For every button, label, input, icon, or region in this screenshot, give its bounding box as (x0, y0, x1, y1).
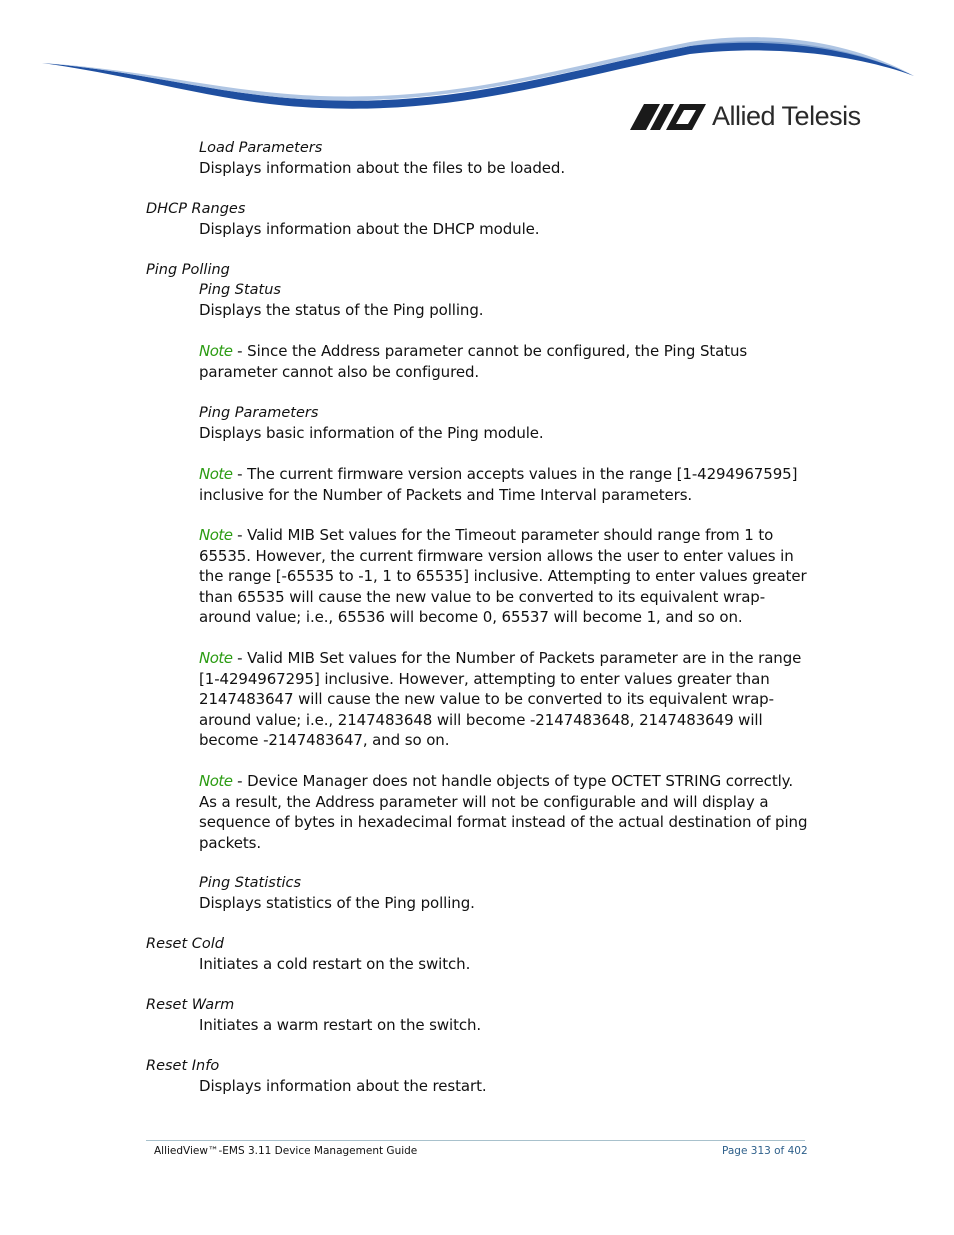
section-description: Displays information about the DHCP module. (199, 220, 540, 238)
section-heading: Ping Parameters (199, 405, 319, 421)
logo-mark-icon (630, 104, 706, 130)
note-label: Note (199, 465, 233, 483)
brand-name: Allied Telesis (712, 101, 861, 131)
note-label: Note (199, 772, 233, 790)
footer-page-number: Page 313 of 402 (722, 1145, 808, 1157)
section-heading: Ping Statistics (199, 875, 302, 891)
section-description: Displays information about the files to be loaded. (199, 159, 565, 177)
note-paragraph (199, 341, 811, 382)
note-text: - Device Manager does not handle objects of type OCTET STRING correctly. As a result, the Address parameter will not be configurable and will display a sequence of bytes in hexadecimal format instead of the actual destination of ping packets. (199, 772, 808, 852)
note-paragraph (199, 648, 811, 751)
note-text: - Valid MIB Set values for the Timeout parameter should range from 1 to 65535. However, the current firmware version allows the user to enter values in the range [-65535 to -1, 1 to 65535] inclusive. Attempting to enter values greater than 65535 will cause the new value to be converted to its equivalent wrap-around value; i.e., 65536 will become 0, 65537 will become 1, and so on. (199, 526, 807, 626)
note-paragraph (199, 771, 811, 853)
allied-telesis-logo (630, 101, 861, 132)
section-heading: Ping Status (199, 282, 281, 298)
note-text: - Since the Address parameter cannot be configured, the Ping Status parameter cannot also be configured. (199, 342, 748, 381)
section-description: Displays information about the restart. (199, 1077, 487, 1095)
note-text: - Valid MIB Set values for the Number of Packets parameter are in the range [1-4294967295] inclusive. However, attempting to enter values greater than 2147483647 will cause the new value to be converted to its equivalent wrap-around value; i.e., 2147483648 will become -2147483648, 2147483649 will become -2147483647, and so on. (199, 649, 802, 749)
note-text: - The current firmware version accepts values in the range [1-4294967595] inclusive for the Number of Packets and Time Interval parameters. (199, 465, 798, 504)
section-heading: Reset Cold (146, 936, 224, 952)
section-heading: Reset Info (146, 1058, 220, 1074)
section-heading: Ping Polling (146, 262, 230, 278)
note-paragraph (199, 525, 811, 628)
note-label: Note (199, 342, 233, 360)
footer-divider (146, 1140, 805, 1141)
section-heading: DHCP Ranges (146, 201, 246, 217)
note-label: Note (199, 526, 233, 544)
section-description: Initiates a warm restart on the switch. (199, 1016, 482, 1034)
section-heading: Load Parameters (199, 140, 323, 156)
section-description: Initiates a cold restart on the switch. (199, 955, 471, 973)
section-description: Displays the status of the Ping polling. (199, 301, 484, 319)
section-heading: Reset Warm (146, 997, 235, 1013)
note-label: Note (199, 649, 233, 667)
note-paragraph (199, 464, 811, 505)
section-description: Displays basic information of the Ping module. (199, 424, 544, 442)
footer-doc-title: AlliedView™-EMS 3.11 Device Management Guide (154, 1145, 418, 1157)
section-description: Displays statistics of the Ping polling. (199, 894, 475, 912)
